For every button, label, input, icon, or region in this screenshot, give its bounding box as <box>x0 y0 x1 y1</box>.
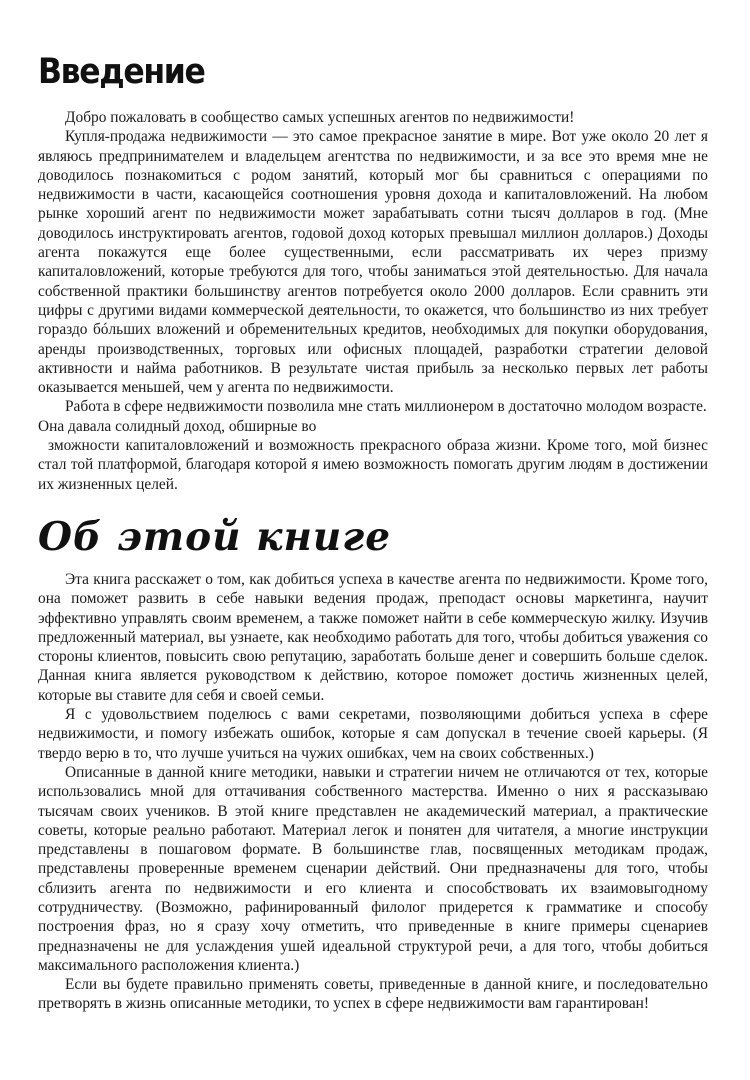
intro-paragraph-2: Купля-продажа недвижимости — это самое прекрасное занятие в мире. Вот уже около 20 лет я являюсь предпринимателем и владельцем агентства по недвижимости, и за все это время мне не доводилось познакомиться с родом занятий, который мог бы сравниться с операциями по недвижимости в части, касающейся соотношения уровня дохода и капиталовложений. На любом рынке хороший агент по недвижимости может зарабатывать сотни тысяч долларов в год. (Мне доводилось инструктировать агентов, годовой доход которых превышал миллион долларов.) Доходы агента покажутся еще более существенными, если рассматривать их через призму капиталовложений, которые требуются для того, чтобы заниматься этой деятельностью. Для начала собственной практики большинству агентов потребуется около 2000 долларов. Если сравнить эти цифры с другими видами коммерческой деятельности, то окажется, что большинство из них требует гораздо бóльших вложений и обременительных кредитов, необходимых для покупки оборудования, аренды производственных, торговых или офисных площадей, разработки стратегии деловой активности и найма работников. В результате чистая прибыль за несколько первых лет работы оказывается меньшей, чем у агента по недвижимости. <box>38 128 708 397</box>
about-paragraph-1: Эта книга расскажет о том, как добиться успеха в качестве агента по недвижимости. Кроме того, она поможет развить в себе навыки ведения продаж, преподаст основы маркетинга, научит эффективно управлять своим временем, а также поможет найти в себе коммерческую жилку. Изучив предложенный материал, вы узнаете, как необходимо работать для того, чтобы добиться уважения со стороны клиентов, повысить свою репутацию, заработать больше денег и совершить больше сделок. Данная книга является руководством к действию, которое поможет достичь жизненных целей, которые вы ставите для себя и своей семьи. <box>38 570 708 704</box>
about-heading: Об этой книге <box>38 513 392 560</box>
intro-paragraph-1: Добро пожаловать в сообщество самых успешных агентов по недвижимости! <box>65 109 575 126</box>
about-paragraph-3: Описанные в данной книге методики, навыки и стратегии ничем не отличаются от тех, которые использовались мной для оттачивания собственного мастерства. Именно о них я рассказываю тысячам своих учеников. В этой книге представлен не академический материал, а практические советы, которые реально работают. Материал легок и понятен для читателя, а многие инструкции представлены в пошаговом формате. В большинстве глав, посвященных методикам продаж, представлены проверенные временем сценарии действий. Они предназначены для того, чтобы сблизить агента по недвижимости и его клиента и способствовать их взаимовыгодному сотрудничеству. (Возможно, рафинированный филолог придерется к грамматике и способу построения фраз, но я сразу хочу отметить, что приведенные в книге примеры сценариев предназначены не для услаждения ушей идеальной структурой речи, а для того, чтобы добиться максимального расположения клиента.) <box>38 763 708 974</box>
about-paragraph-2: Я с удовольствием поделюсь с вами секретами, позволяющими добиться успеха в сфере недвижимости, и помогу избежать ошибок, которые я сам допускал в течение своей карьеры. (Я твердо верю в то, что лучше учиться на чужих ошибках, чем на своих собственных.) <box>38 706 708 762</box>
about-section <box>38 512 708 1014</box>
about-paragraph-4: Если вы будете правильно применять советы, приведенные в данной книге, и последовательно претворять в жизнь описанные методики, то успех в сфере недвижимости вам гарантирован! <box>38 976 708 1013</box>
intro-paragraph-4: зможности капиталовложений и возможность прекрасного образа жизни. Кроме того, мой бизнес стал той платформой, благодаря которой я имею возможность помогать другим людям в достижении их жизненных целей. <box>38 437 708 493</box>
intro-heading: Введение <box>38 52 205 92</box>
intro-paragraph-3: Работа в сфере недвижимости позволила мне стать миллионером в достаточно молодом возрасте. Она давала солидный доход, обширные во <box>38 398 707 435</box>
intro-section <box>38 50 708 494</box>
